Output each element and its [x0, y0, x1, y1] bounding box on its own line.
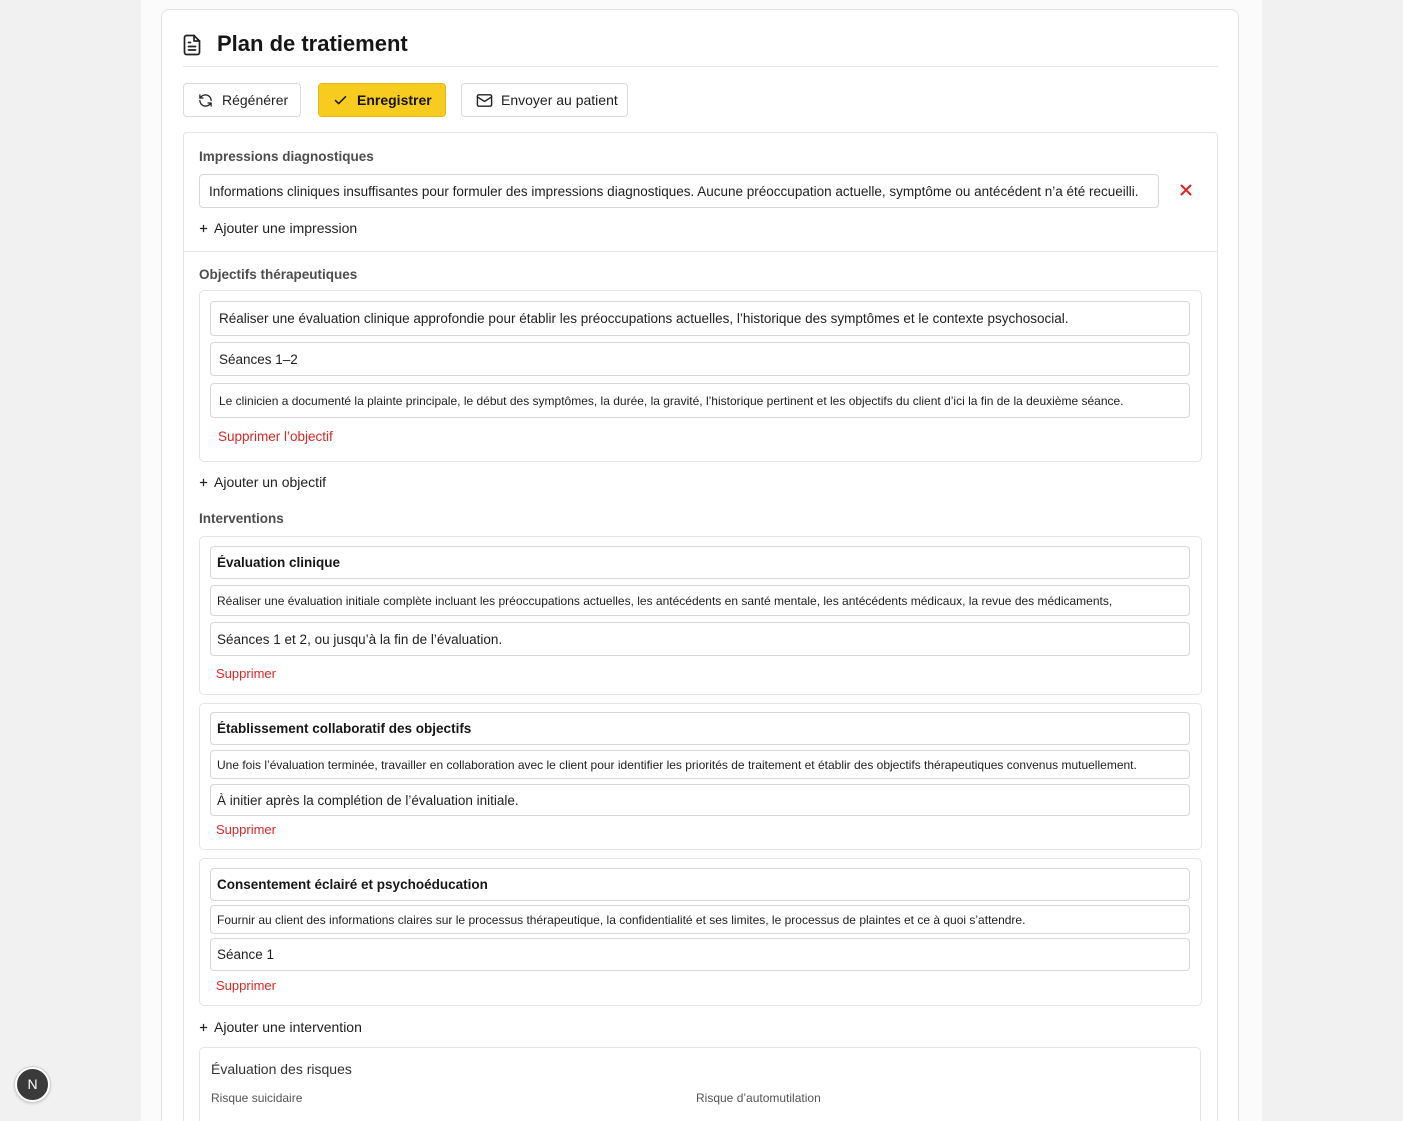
intervention-card [199, 536, 1202, 695]
remove-intervention-link[interactable]: Supprimer [216, 978, 276, 993]
intervention-name-input[interactable] [210, 546, 1190, 579]
intervention-description-input[interactable] [210, 750, 1190, 779]
send-to-patient-label: Envoyer au patient [501, 92, 618, 108]
add-goal-label: Ajouter un objectif [214, 474, 327, 490]
avatar[interactable]: N [15, 1067, 50, 1102]
mail-icon [476, 92, 493, 109]
intervention-card [199, 703, 1202, 850]
risk-assessment-section [199, 1047, 1201, 1121]
intervention-frequency-input[interactable] [210, 784, 1190, 816]
send-to-patient-button[interactable] [461, 83, 628, 117]
save-label: Enregistrer [357, 92, 432, 108]
refresh-icon [198, 93, 213, 108]
goals-interventions-section [183, 251, 1218, 1121]
regenerate-label: Régénérer [222, 92, 289, 108]
add-impression-link[interactable] [199, 218, 357, 238]
intervention-name-input[interactable] [210, 868, 1190, 901]
page-title: Plan de tratiement [217, 31, 408, 56]
add-goal-link[interactable] [199, 472, 326, 492]
goal-card [199, 290, 1202, 462]
diagnostic-impression-input[interactable] [199, 174, 1159, 208]
plus-icon [199, 478, 208, 487]
interventions-label: Interventions [199, 511, 284, 526]
risk-assessment-title: Évaluation des risques [211, 1061, 352, 1077]
header-divider [183, 66, 1218, 67]
remove-intervention-link[interactable]: Supprimer [216, 666, 276, 681]
plus-icon [199, 1023, 208, 1032]
self-harm-risk-label: Risque d’automutilation [696, 1091, 821, 1105]
regenerate-button[interactable] [183, 83, 301, 117]
goal-criteria-input[interactable] [210, 383, 1190, 418]
add-impression-label: Ajouter une impression [214, 220, 358, 236]
remove-intervention-link[interactable]: Supprimer [216, 822, 276, 837]
diagnostic-impressions-section [183, 132, 1218, 252]
therapeutic-goals-label: Objectifs thérapeutiques [199, 267, 358, 282]
intervention-name-input[interactable] [210, 712, 1190, 745]
plus-icon [199, 224, 208, 233]
suicide-risk-label: Risque suicidaire [211, 1091, 303, 1105]
main-panel [141, 0, 1262, 1121]
treatment-plan-card [161, 9, 1239, 1121]
save-button[interactable] [318, 83, 446, 117]
close-icon[interactable] [1179, 183, 1193, 197]
document-icon [183, 34, 201, 56]
check-icon [333, 93, 348, 108]
add-intervention-link[interactable] [199, 1017, 362, 1037]
goal-objective-input[interactable] [210, 301, 1190, 336]
intervention-description-input[interactable] [210, 585, 1190, 616]
add-intervention-label: Ajouter une intervention [214, 1019, 362, 1035]
diagnostic-impressions-label: Impressions diagnostiques [199, 149, 374, 164]
goal-timeframe-input[interactable] [210, 342, 1190, 376]
intervention-card [199, 858, 1202, 1006]
intervention-frequency-input[interactable] [210, 622, 1190, 656]
intervention-frequency-input[interactable] [210, 938, 1190, 971]
remove-goal-link[interactable]: Supprimer l’objectif [218, 429, 333, 444]
intervention-description-input[interactable] [210, 905, 1190, 934]
